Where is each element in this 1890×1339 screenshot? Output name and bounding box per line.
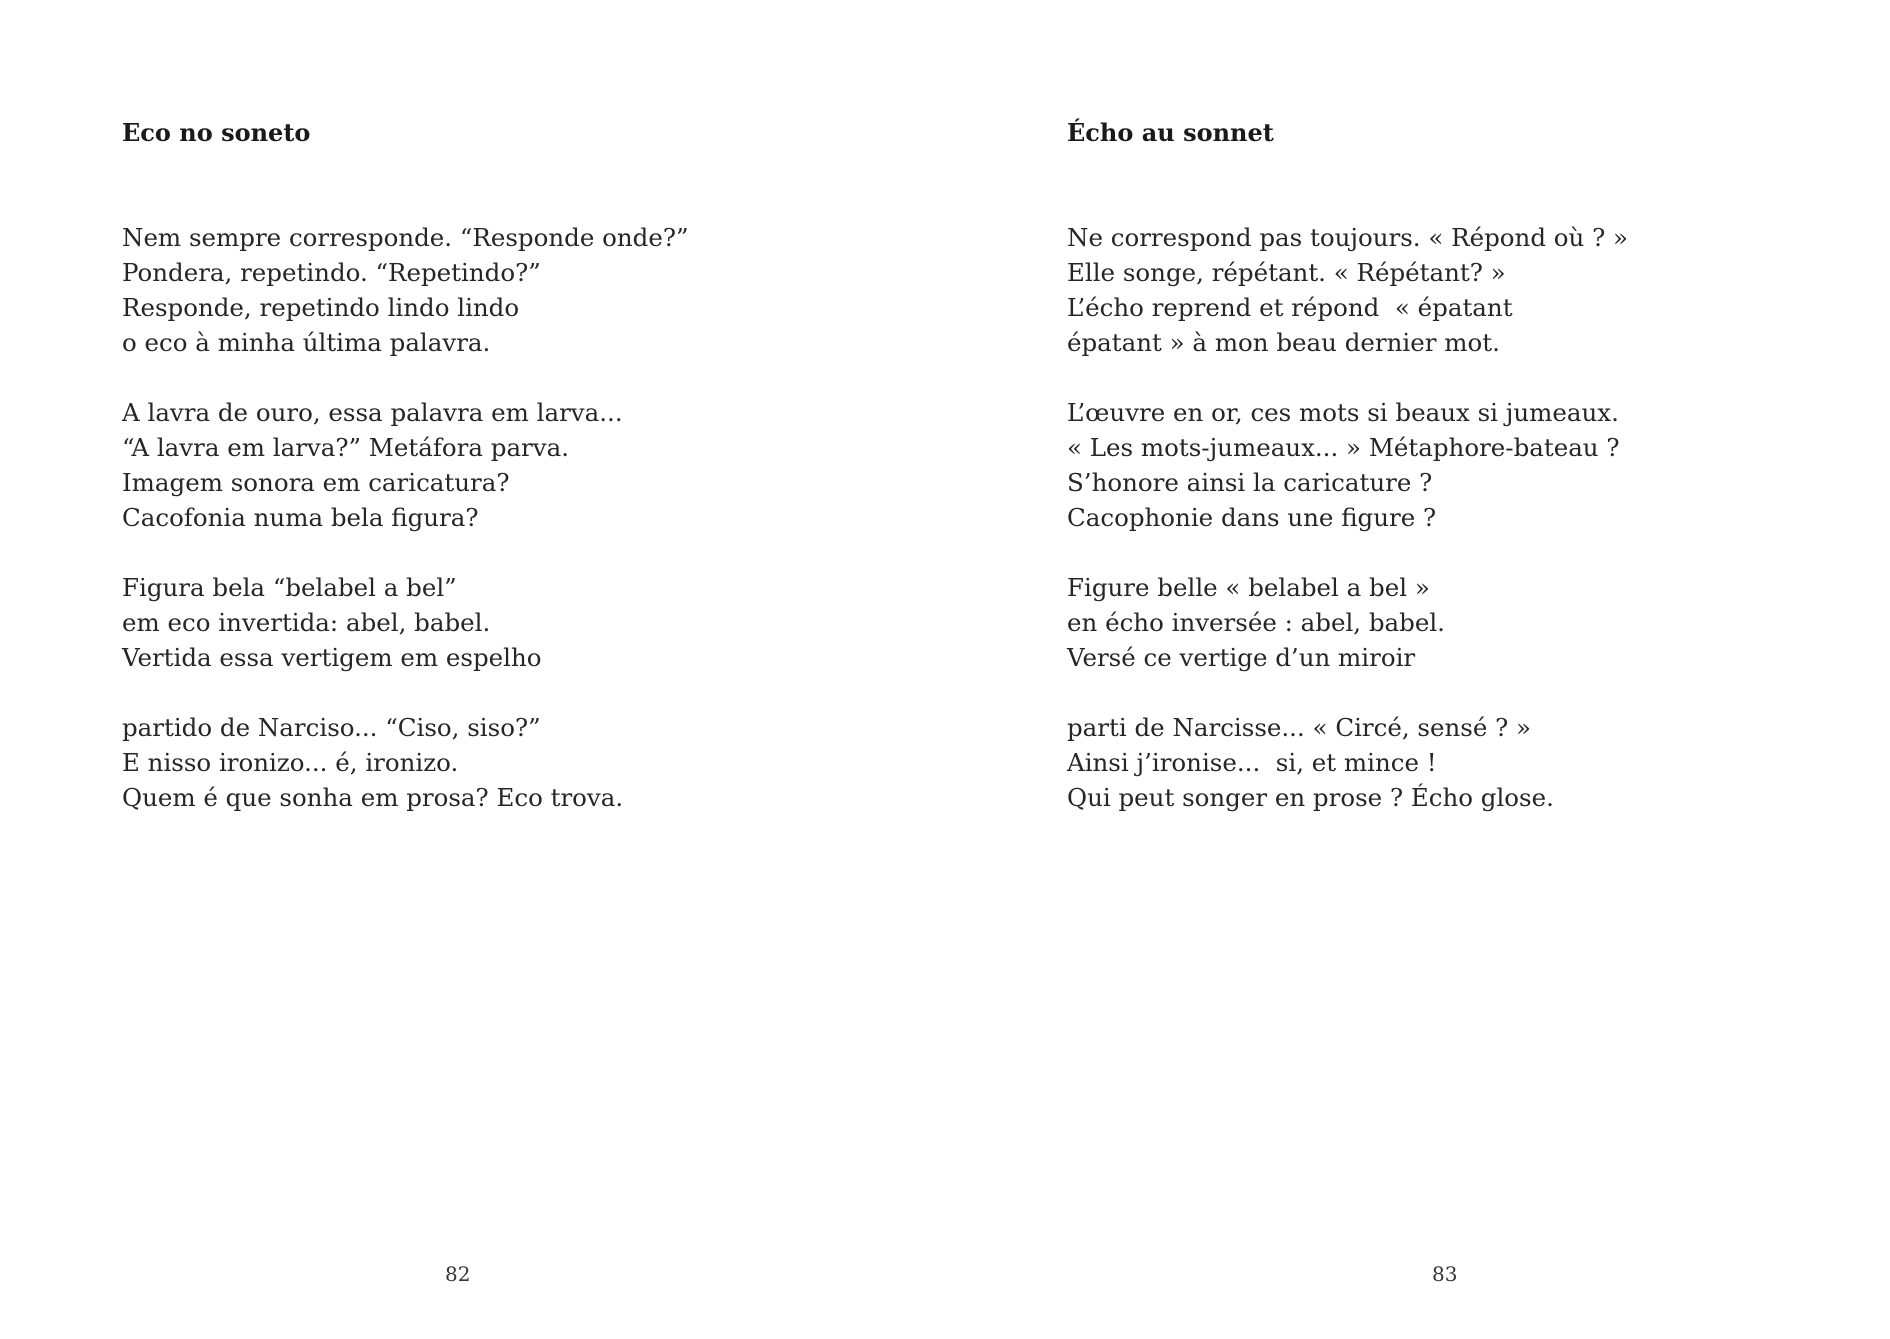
stanza bbox=[122, 710, 688, 815]
poem-body-french bbox=[1067, 220, 1628, 850]
verse-line: Ainsi j’ironise... si, et mince ! bbox=[1067, 748, 1437, 777]
verse-line: S’honore ainsi la caricature ? bbox=[1067, 468, 1433, 497]
stanza bbox=[122, 220, 688, 360]
verse-line: Imagem sonora em caricatura? bbox=[122, 468, 510, 497]
poem-title-portuguese: Eco no soneto bbox=[122, 118, 311, 147]
right-page bbox=[945, 0, 1890, 1339]
page-number: 82 bbox=[445, 1262, 471, 1286]
stanza bbox=[1067, 220, 1628, 360]
verse-line: épatant » à mon beau dernier mot. bbox=[1067, 328, 1500, 357]
stanza bbox=[1067, 710, 1628, 815]
verse-line: E nisso ironizo... é, ironizo. bbox=[122, 748, 459, 777]
verse-line: Cacophonie dans une figure ? bbox=[1067, 503, 1437, 532]
verse-line: partido de Narciso... “Ciso, siso?” bbox=[122, 713, 541, 742]
verse-line: “A lavra em larva?” Metáfora parva. bbox=[122, 433, 570, 462]
verse-line: em eco invertida: abel, babel. bbox=[122, 608, 491, 637]
page-number: 83 bbox=[1432, 1262, 1458, 1286]
verse-line: L’œuvre en or, ces mots si beaux si jumeaux. bbox=[1067, 398, 1619, 427]
verse-line: Qui peut songer en prose ? Écho glose. bbox=[1067, 783, 1554, 812]
verse-line: Quem é que sonha em prosa? Eco trova. bbox=[122, 783, 624, 812]
verse-line: Cacofonia numa bela figura? bbox=[122, 503, 479, 532]
verse-line: parti de Narcisse... « Circé, sensé ? » bbox=[1067, 713, 1532, 742]
verse-line: Nem sempre corresponde. “Responde onde?” bbox=[122, 223, 689, 252]
verse-line: L’écho reprend et répond « épatant bbox=[1067, 293, 1513, 322]
verse-line: en écho inversée : abel, babel. bbox=[1067, 608, 1445, 637]
verse-line: Ne correspond pas toujours. « Répond où ? » bbox=[1067, 223, 1629, 252]
verse-line: Elle songe, répétant. « Répétant? » bbox=[1067, 258, 1506, 287]
stanza bbox=[1067, 395, 1628, 535]
verse-line: Responde, repetindo lindo lindo bbox=[122, 293, 520, 322]
verse-line: « Les mots-jumeaux... » Métaphore-bateau ? bbox=[1067, 433, 1620, 462]
stanza bbox=[122, 570, 688, 675]
verse-line: A lavra de ouro, essa palavra em larva... bbox=[122, 398, 623, 427]
poem-body-portuguese bbox=[122, 220, 688, 850]
verse-line: o eco à minha última palavra. bbox=[122, 328, 491, 357]
stanza bbox=[1067, 570, 1628, 675]
verse-line: Versé ce vertige d’un miroir bbox=[1067, 643, 1416, 672]
verse-line: Figura bela “belabel a bel” bbox=[122, 573, 457, 602]
verse-line: Vertida essa vertigem em espelho bbox=[122, 643, 542, 672]
stanza bbox=[122, 395, 688, 535]
verse-line: Pondera, repetindo. “Repetindo?” bbox=[122, 258, 541, 287]
verse-line: Figure belle « belabel a bel » bbox=[1067, 573, 1430, 602]
poem-title-french: Écho au sonnet bbox=[1067, 118, 1274, 147]
